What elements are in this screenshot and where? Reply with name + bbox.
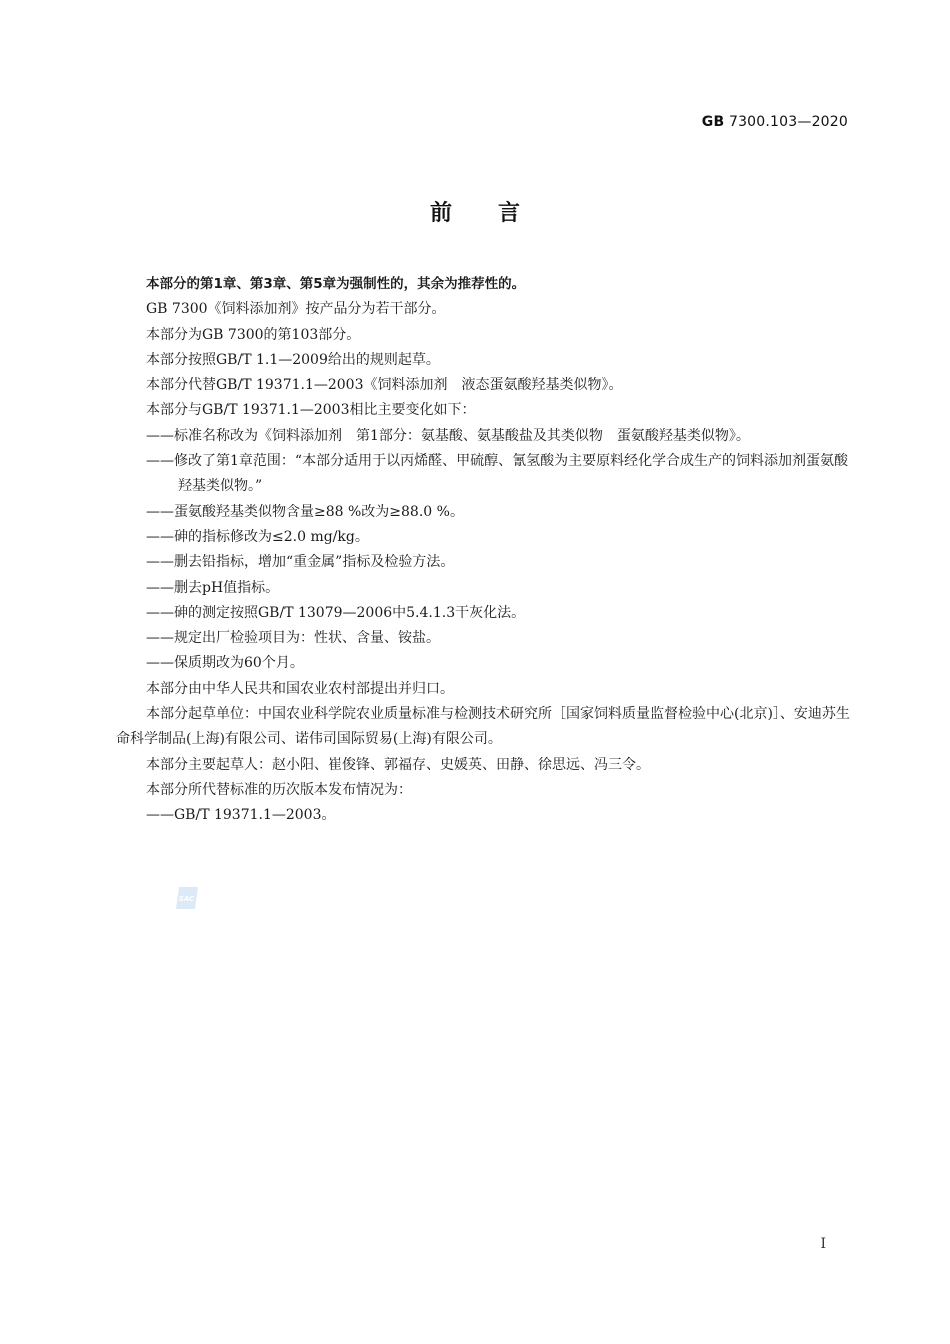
history-item: ——GB/T 19371.1—2003。 (146, 807, 336, 824)
change-item-content: ——蛋氨酸羟基类似物含量≥88 %改为≥88.0 %。 (146, 503, 464, 520)
change-item-ph: ——删去pH值指标。 (146, 579, 280, 596)
sac-logo-text: SAC (178, 895, 195, 903)
page-title: 前言 (429, 201, 566, 226)
paragraph-drafting-units: 本部分起草单位：中国农业科学院农业质量标准与检测技术研究所［国家饲料质量监督检验中心(北京)］、安迪苏生命科学制品(上海)有限公司、诺伟司国际贸易(上海)有限公司。 (116, 706, 850, 748)
change-item-scope: ——修改了第1章范围：“本部分适用于以丙烯醛、甲硫醇、氰氢酸为主要原料经化学合成生产的饲料添加剂蛋氨酸羟基类似物。” (146, 453, 849, 495)
paragraph-mandatory-note: 本部分的第1章、第3章、第5章为强制性的，其余为推荐性的。 (146, 276, 526, 292)
standard-code-prefix: GB (701, 114, 725, 130)
standard-code-number: 7300.103—2020 (728, 114, 848, 130)
paragraph-proposer: 本部分由中华人民共和国农业农村部提出并归口。 (146, 680, 454, 697)
change-item-name: ——标准名称改为《饲料添加剂 第1部分：氨基酸、氨基酸盐及其类似物 蛋氨酸羟基类似物》。 (146, 427, 750, 444)
paragraph-drafters: 本部分主要起草人：赵小阳、崔俊锋、郭福存、史媛英、田静、徐思远、冯三令。 (146, 756, 650, 773)
paragraph-part-number: 本部分为GB 7300的第103部分。 (146, 326, 361, 343)
foreword-body (116, 272, 852, 829)
paragraph-series: GB 7300《饲料添加剂》按产品分为若干部分。 (146, 301, 446, 318)
change-item-inspection: ——规定出厂检验项目为：性状、含量、铵盐。 (146, 630, 440, 647)
paragraph-changes-intro: 本部分与GB/T 19371.1—2003相比主要变化如下： (146, 402, 476, 419)
change-item-lead: ——删去铅指标，增加“重金属”指标及检验方法。 (146, 554, 455, 571)
sac-logo-icon (174, 886, 200, 910)
paragraph-replaces: 本部分代替GB/T 19371.1—2003《饲料添加剂 液态蛋氨酸羟基类似物》。 (146, 377, 623, 394)
change-item-arsenic-method: ——砷的测定按照GB/T 13079—2006中5.4.1.3干灰化法。 (146, 604, 526, 621)
paragraph-drafting-rules: 本部分按照GB/T 1.1—2009给出的规则起草。 (146, 351, 440, 368)
page-number: I (820, 1236, 826, 1252)
paragraph-history-intro: 本部分所代替标准的历次版本发布情况为： (146, 781, 412, 798)
change-item-arsenic: ——砷的指标修改为≤2.0 mg/kg。 (146, 528, 369, 545)
change-item-shelf-life: ——保质期改为60个月。 (146, 655, 304, 672)
standard-code (702, 114, 848, 130)
